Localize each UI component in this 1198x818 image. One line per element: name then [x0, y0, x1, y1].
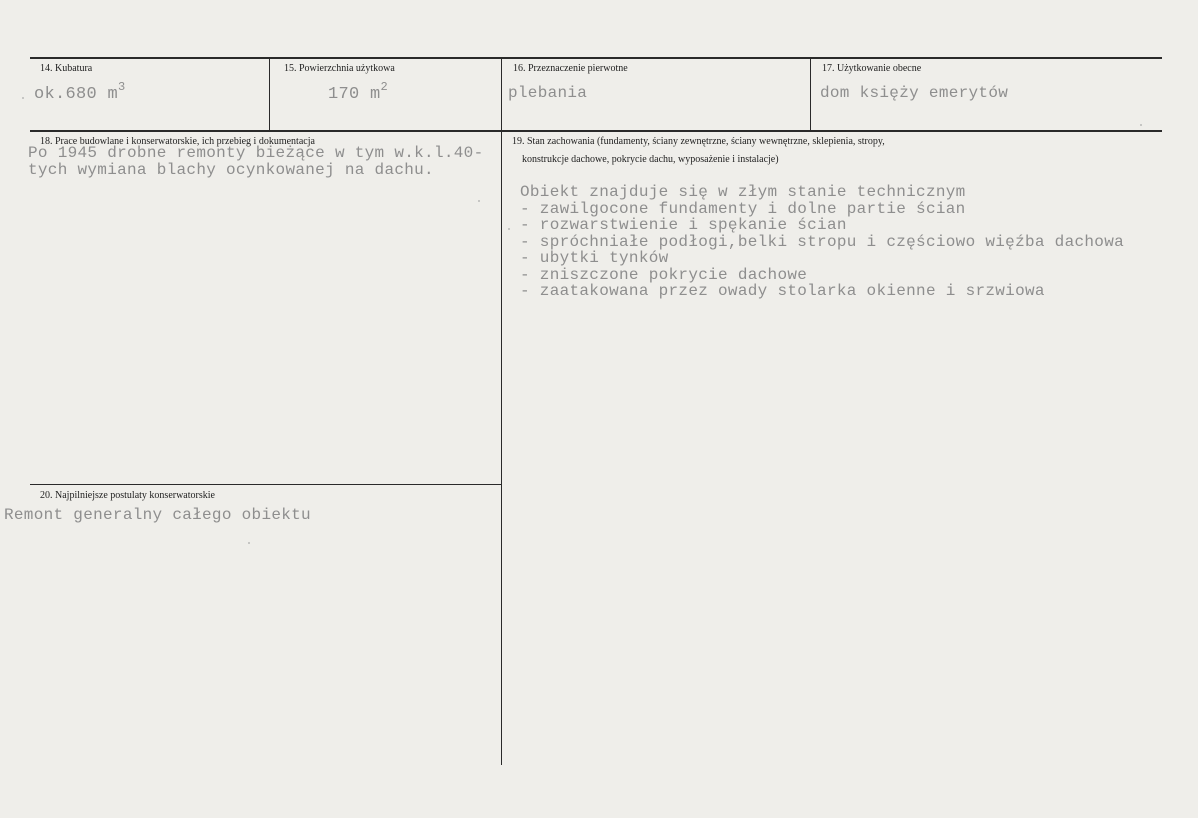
- paper-speck: [478, 200, 480, 202]
- field-17-value: dom księży emerytów: [820, 84, 1009, 102]
- row-divider: [30, 130, 1162, 132]
- field-17-label: 17. Użytkowanie obecne: [822, 63, 922, 74]
- field-19-label-line-2: konstrukcje dachowe, pokrycie dachu, wyposażenie i instalacje): [522, 154, 779, 165]
- field-14-value-text: ok.680 m: [34, 85, 119, 104]
- field-16-label: 16. Przeznaczenie pierwotne: [513, 63, 628, 74]
- field-14-label: 14. Kubatura: [40, 63, 93, 74]
- field-14-value: [34, 80, 126, 104]
- field-19-line-3: - rozwarstwienie i spękanie ścian: [520, 216, 847, 234]
- paper-speck: [508, 228, 510, 230]
- field-19-line-7: - zaatakowana przez owady stolarka okienne i srzwiowa: [520, 282, 1045, 300]
- field-20-rule: [30, 484, 501, 485]
- top-rule: [30, 57, 1162, 59]
- col-divider-1: [269, 57, 270, 131]
- field-19-line-4: - spróchniałe podłogi,belki stropu i częściowo więźba dachowa: [520, 233, 1124, 251]
- field-15-label: 15. Powierzchnia użytkowa: [284, 63, 395, 74]
- field-19-label-line-1: 19. Stan zachowania (fundamenty, ściany zewnętrzne, ściany wewnętrzne, sklepienia, stropy,: [512, 136, 885, 147]
- field-19-line-6: - zniszczone pokrycie dachowe: [520, 266, 808, 284]
- field-18-line-1: Po 1945 drobne remonty bieżące w tym w.k.l.40-: [28, 144, 484, 162]
- col-divider-3: [810, 57, 811, 131]
- field-20-value: Remont generalny całego obiektu: [4, 506, 311, 524]
- paper-speck: [1140, 124, 1142, 126]
- col-divider-2: [501, 57, 502, 765]
- field-15-value-text: 170 m: [328, 85, 381, 104]
- field-15-unit-sup: 2: [380, 80, 389, 94]
- field-20-label: 20. Najpilniejsze postulaty konserwatorskie: [40, 490, 215, 501]
- field-15-value: [328, 80, 388, 104]
- field-16-value: plebania: [508, 84, 588, 102]
- paper-speck: [248, 542, 250, 544]
- field-18-label: 18. Prace budowlane i konserwatorskie, ich przebieg i dokumentacja: [40, 136, 315, 147]
- field-19-line-5: - ubytki tynków: [520, 249, 669, 267]
- paper-speck: [22, 97, 24, 99]
- field-19-line-1: Obiekt znajduje się w złym stanie technicznym: [520, 183, 966, 201]
- field-18-line-2: tych wymiana blachy ocynkowanej na dachu.: [28, 161, 434, 179]
- field-14-unit-sup: 3: [118, 80, 126, 94]
- field-19-line-2: - zawilgocone fundamenty i dolne partie ścian: [520, 200, 966, 218]
